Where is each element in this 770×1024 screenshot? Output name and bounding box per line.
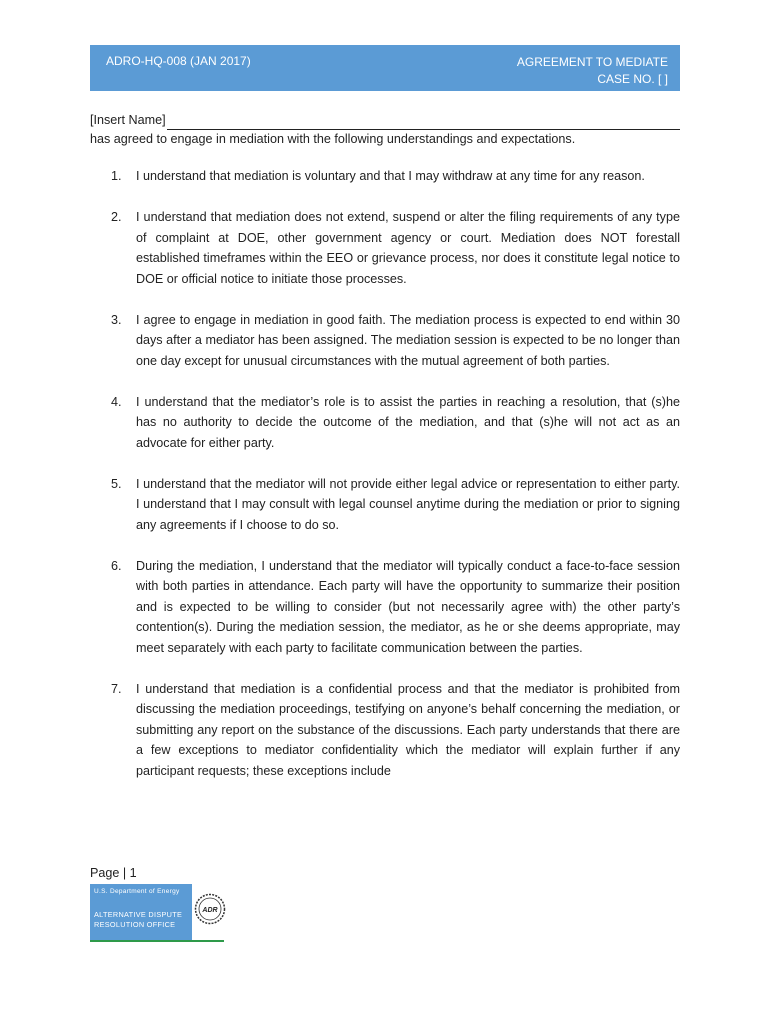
item-text: I agree to engage in mediation in good faith. The mediation process is expected to end within 30 days after a mediator has been assigned. The mediation session is expected to be no longer than one day except for unusual circumstances with the mutual agreement of both parties. <box>136 312 680 368</box>
item-text: I understand that mediation is voluntary and that I may withdraw at any time for any reason. <box>136 169 645 183</box>
item-number: 3. <box>111 312 122 327</box>
intro-section <box>90 111 680 149</box>
header-title-block <box>517 54 668 88</box>
adr-office-logo <box>90 884 192 940</box>
form-id: ADRO-HQ-008 (JAN 2017) <box>106 54 251 68</box>
item-number: 4. <box>111 394 122 409</box>
list-item <box>90 474 680 536</box>
item-number: 6. <box>111 558 122 573</box>
name-line <box>90 111 680 130</box>
document-title: AGREEMENT TO MEDIATE <box>516 55 668 69</box>
item-number: 7. <box>111 681 122 696</box>
list-item <box>90 310 680 372</box>
document-header-band <box>90 45 680 91</box>
item-number: 1. <box>111 169 122 183</box>
item-text: I understand that the mediator will not provide either legal advice or representation to either party. I understand that I may consult with legal counsel anytime during the mediation or prior to signing any agreements if I choose to do so. <box>136 476 680 532</box>
item-text: I understand that mediation does not extend, suspend or alter the filing requirements of any type of complaint at DOE, other government agency or court. Mediation does NOT forestall established timeframes within the EEO or grievance process, nor does it constitute legal notice to DOE or official notice to initiate those processes. <box>136 210 680 286</box>
item-text: I understand that the mediator’s role is to assist the parties in reaching a resolution, that (s)he has no authority to decide the outcome of the mediation, and that (s)he will not act as an advocate for either party. <box>136 394 680 450</box>
name-placeholder: [Insert Name] <box>90 113 166 127</box>
adr-seal-icon <box>194 893 226 925</box>
logo-line-2: RESOLUTION OFFICE <box>94 920 176 929</box>
logo-line-1: ALTERNATIVE DISPUTE <box>94 910 183 919</box>
item-number: 2. <box>111 210 122 224</box>
intro-statement: has agreed to engage in mediation with the following understandings and expectations. <box>90 132 576 146</box>
item-text: I understand that mediation is a confidential process and that the mediator is prohibited from discussing the mediation proceedings, testifying on anyone’s behalf concerning the mediation, or submitting any report on the substance of the discussions. Each party understands that there are a few exceptions to mediator confidentiality which the mediator will explain further if any participant requests; these exceptions include <box>136 681 680 778</box>
list-item <box>90 166 680 187</box>
case-number: CASE NO. [ ] <box>597 72 668 86</box>
logo-department: U.S. Department of Energy <box>94 888 180 895</box>
item-number: 5. <box>111 476 122 491</box>
list-item <box>90 207 680 289</box>
item-text: During the mediation, I understand that the mediator will typically conduct a face-to-face session with both parties in attendance. Each party will have the opportunity to summarize their position and is expected to be willing to consider (but not necessarily agree with) the other party’s contention(s). During the mediation session, the mediator, as he or she deems appropriate, may meet separately with each party to facilitate communication between the parties. <box>136 558 680 655</box>
name-underline <box>167 115 680 130</box>
list-item <box>90 392 680 454</box>
logo-office-name <box>94 910 182 930</box>
page-number: Page | 1 <box>90 866 137 880</box>
agreement-terms-list <box>90 166 680 802</box>
logo-accent-bar <box>90 940 224 942</box>
list-item <box>90 679 680 782</box>
list-item <box>90 556 680 659</box>
seal-text: ADR <box>202 907 218 914</box>
